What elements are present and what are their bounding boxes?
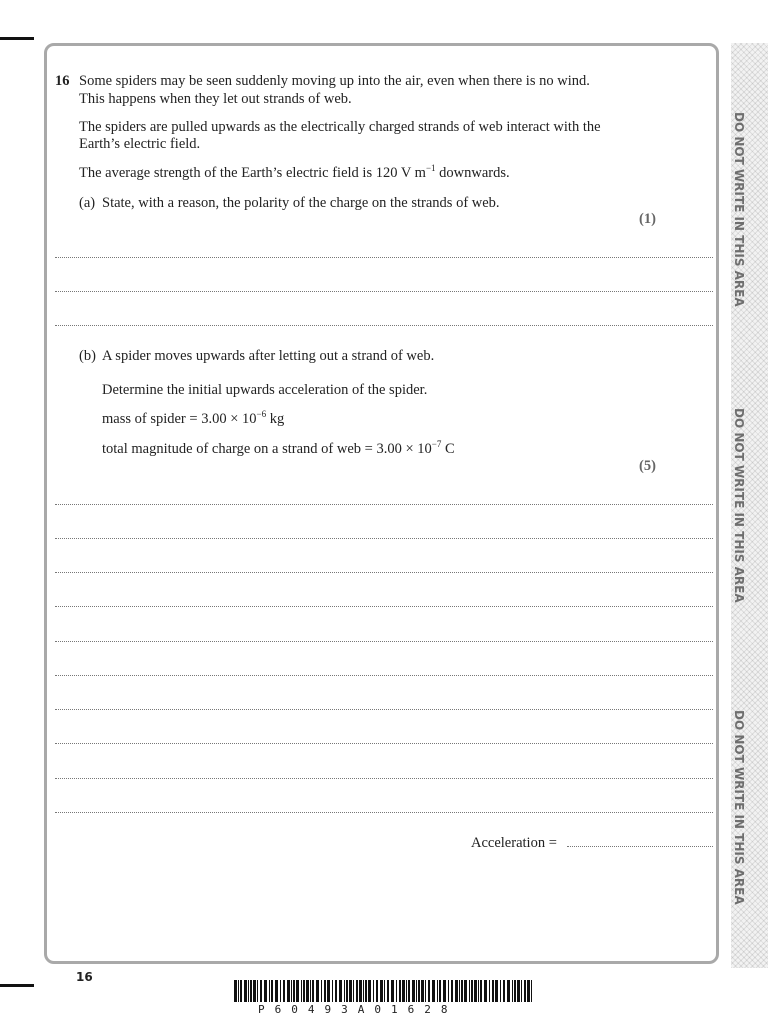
answer-line-a-2[interactable]: [55, 291, 713, 292]
barcode-bar: [303, 980, 305, 1002]
barcode-bar: [327, 980, 330, 1002]
barcode-bar: [234, 980, 237, 1002]
barcode-bar: [474, 980, 477, 1002]
barcode-bar: [296, 980, 299, 1002]
barcode-bar: [459, 980, 460, 1002]
barcode-bar: [363, 980, 364, 1002]
page-number: 16: [76, 970, 93, 984]
barcode-bar: [353, 980, 354, 1002]
barcode-bar: [421, 980, 424, 1002]
barcode-bar: [514, 980, 516, 1002]
field-text-after: downwards.: [435, 165, 510, 181]
acceleration-answer-line[interactable]: [567, 846, 713, 847]
margin-bar-bottom: [0, 984, 34, 987]
barcode-bar: [376, 980, 378, 1002]
field-strength-statement: [79, 165, 510, 182]
barcode-bar: [238, 980, 239, 1002]
mass-label: mass of spider = 3.00 × 10: [102, 411, 257, 427]
barcode-bar: [248, 980, 249, 1002]
field-text-before: The average strength of the Earth’s electric field is 120 V m: [79, 165, 426, 181]
barcode-bar: [250, 980, 252, 1002]
answer-line-b-6[interactable]: [55, 675, 713, 676]
mass-unit: kg: [266, 411, 285, 427]
field-exponent: −1: [425, 163, 436, 174]
intro-line-1: Some spiders may be seen suddenly moving up into the air, even when there is no wind.: [79, 73, 590, 89]
barcode-bar: [349, 980, 352, 1002]
barcode-bar: [500, 980, 501, 1002]
barcode-bar: [416, 980, 417, 1002]
barcode-bar: [280, 980, 281, 1002]
answer-line-b-9[interactable]: [55, 778, 713, 779]
part-b-label: (b): [79, 348, 96, 364]
barcode-bar: [495, 980, 498, 1002]
barcode-bar: [448, 980, 449, 1002]
barcode-bar: [461, 980, 463, 1002]
barcode-bar: [469, 980, 470, 1002]
barcode-bar: [380, 980, 383, 1002]
part-a-text: State, with a reason, the polarity of the charge on the strands of web.: [102, 195, 500, 211]
barcode-bar: [480, 980, 482, 1002]
barcode-bar: [391, 980, 394, 1002]
barcode-bar: [344, 980, 345, 1002]
answer-line-b-2[interactable]: [55, 538, 713, 539]
barcode-bar: [257, 980, 258, 1002]
barcode-bar: [283, 980, 285, 1002]
barcode-bar: [301, 980, 302, 1002]
barcode-bar: [428, 980, 430, 1002]
barcode-bar: [359, 980, 362, 1002]
answer-line-b-5[interactable]: [55, 641, 713, 642]
barcode-bar: [527, 980, 530, 1002]
barcode-bar: [503, 980, 505, 1002]
barcode-bar: [244, 980, 247, 1002]
barcode-bar: [524, 980, 526, 1002]
barcode-bar: [471, 980, 473, 1002]
barcode-bar: [324, 980, 326, 1002]
charge-unit: C: [441, 441, 455, 457]
barcode-bar: [396, 980, 397, 1002]
barcode-bar: [316, 980, 319, 1002]
question-number: 16: [55, 73, 70, 89]
answer-line-a-3[interactable]: [55, 325, 713, 326]
barcode-bar: [368, 980, 371, 1002]
barcode-bar: [240, 980, 242, 1002]
barcode-bar: [425, 980, 426, 1002]
barcode-bar: [306, 980, 309, 1002]
charge-exponent: −7: [431, 439, 442, 450]
answer-line-b-3[interactable]: [55, 572, 713, 573]
barcode-bar: [312, 980, 314, 1002]
barcode-bar: [269, 980, 270, 1002]
barcode-bar: [402, 980, 405, 1002]
barcode-bar: [406, 980, 407, 1002]
barcode-bar: [531, 980, 532, 1002]
part-b-marks: (5): [639, 458, 656, 474]
barcode-bar: [517, 980, 520, 1002]
barcode-bar: [521, 980, 522, 1002]
barcode-bar: [492, 980, 494, 1002]
barcode-bar: [356, 980, 358, 1002]
barcode-bar: [432, 980, 435, 1002]
barcode-bar: [464, 980, 467, 1002]
part-b-task: Determine the initial upwards acceleration of the spider.: [102, 382, 428, 398]
barcode-bar: [275, 980, 278, 1002]
barcode-bar: [287, 980, 290, 1002]
barcode-bar: [399, 980, 401, 1002]
barcode-bar: [489, 980, 490, 1002]
barcode-bar: [478, 980, 479, 1002]
barcode-bar: [451, 980, 453, 1002]
answer-line-b-4[interactable]: [55, 606, 713, 607]
barcode-bar: [507, 980, 510, 1002]
barcode-bar: [335, 980, 337, 1002]
answer-line-b-1[interactable]: [55, 504, 713, 505]
barcode-bar: [365, 980, 367, 1002]
intro-line-2: This happens when they let out strands of web.: [79, 91, 352, 107]
para2-line-2: Earth’s electric field.: [79, 136, 201, 152]
barcode-bar: [455, 980, 458, 1002]
barcode-bar: [321, 980, 322, 1002]
part-a-label: (a): [79, 195, 96, 211]
margin-bar-top: [0, 37, 34, 40]
barcode-bar: [310, 980, 311, 1002]
spider-mass: [102, 411, 284, 428]
barcode-bar: [443, 980, 446, 1002]
barcode-bar: [439, 980, 441, 1002]
barcode-bar: [484, 980, 487, 1002]
answer-line-a-1[interactable]: [55, 257, 713, 258]
para2-line-1: The spiders are pulled upwards as the electrically charged strands of web interact with the: [79, 119, 601, 135]
barcode-bar: [418, 980, 420, 1002]
mass-exponent: −6: [256, 409, 267, 420]
barcode-bar: [253, 980, 256, 1002]
barcode-bar: [293, 980, 295, 1002]
barcode-bar: [437, 980, 438, 1002]
answer-line-b-8[interactable]: [55, 743, 713, 744]
answer-line-b-10[interactable]: [55, 812, 713, 813]
barcode-digits: P60493A01628: [258, 1003, 458, 1016]
barcode-bar: [271, 980, 273, 1002]
barcode-bar: [260, 980, 262, 1002]
part-a-marks: (1): [639, 211, 656, 227]
barcode-bar: [408, 980, 410, 1002]
answer-line-b-7[interactable]: [55, 709, 713, 710]
barcode-bar: [291, 980, 292, 1002]
web-charge: [102, 441, 455, 458]
barcode-bar: [332, 980, 333, 1002]
barcode-bar: [264, 980, 267, 1002]
barcode-bar: [373, 980, 374, 1002]
part-b-text: A spider moves upwards after letting out a strand of web.: [102, 348, 435, 364]
barcode-bar: [387, 980, 389, 1002]
barcode-bar: [512, 980, 513, 1002]
barcode-bar: [384, 980, 385, 1002]
acceleration-label: Acceleration =: [471, 835, 557, 851]
barcode-bar: [339, 980, 342, 1002]
barcode-bar: [412, 980, 415, 1002]
charge-label: total magnitude of charge on a strand of web = 3.00 × 10: [102, 441, 432, 457]
barcode-bar: [346, 980, 348, 1002]
